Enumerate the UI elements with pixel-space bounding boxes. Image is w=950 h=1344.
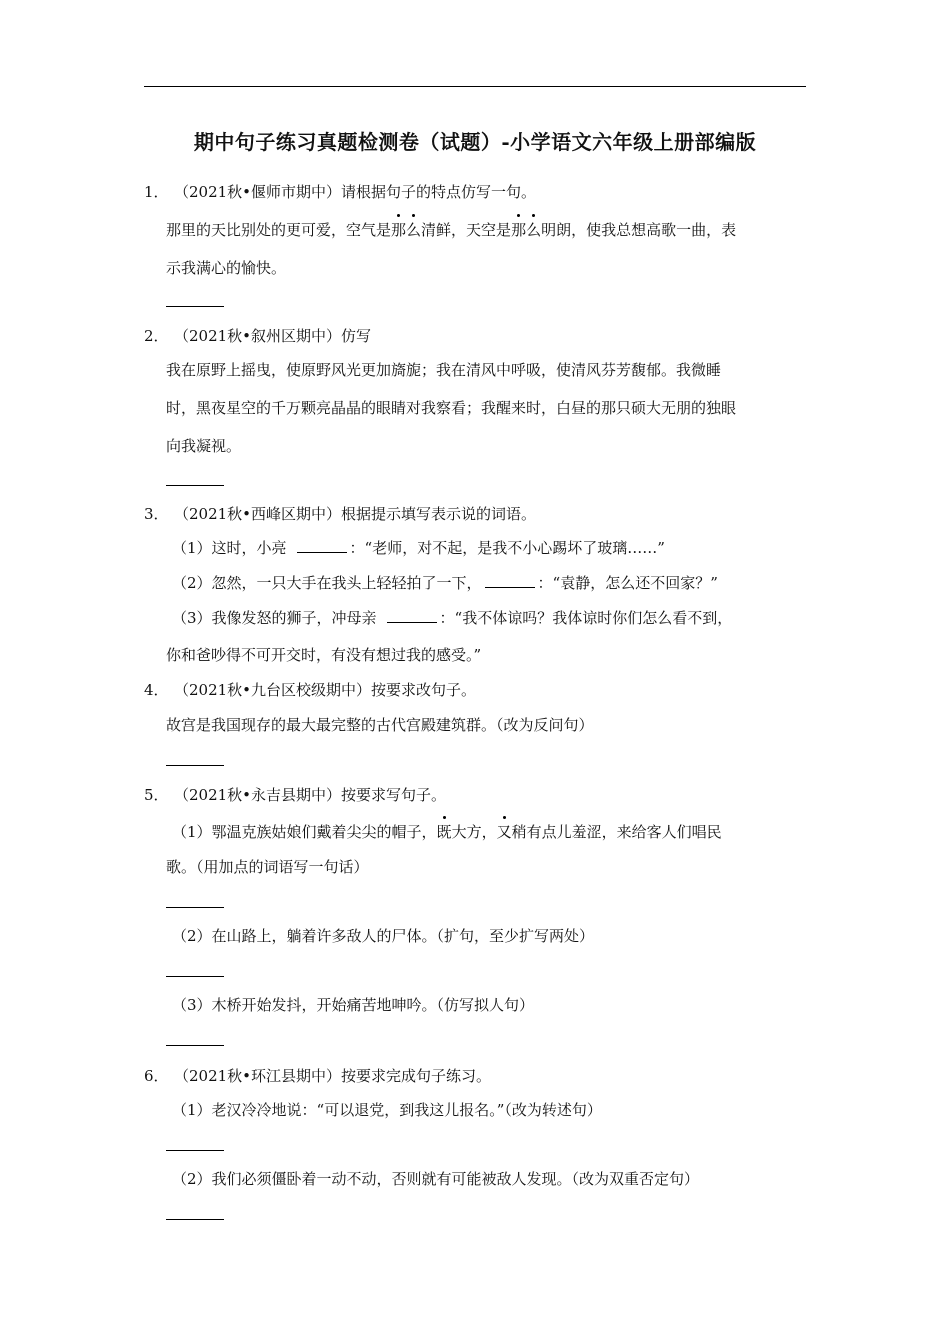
question-3-number: 3． bbox=[144, 505, 169, 523]
answer-line[interactable] bbox=[166, 1150, 224, 1151]
answer-line[interactable] bbox=[166, 907, 224, 908]
answer-line[interactable] bbox=[166, 1219, 224, 1220]
question-6-item-2: （2）我们必须僵卧着一动不动，否则就有可能被敌人发现。（改为双重否定句） bbox=[172, 1170, 700, 1188]
question-2-number: 2． bbox=[144, 327, 169, 345]
question-6-item-1: （1）老汉冷冷地说：“可以退党，到我这儿报名。”（改为转述句） bbox=[172, 1101, 602, 1119]
question-1-text-line-1: 那里的天比别处的更可爱，空气是那么清鲜，天空是那么明朗，使我总想高歌一曲，表 bbox=[166, 221, 737, 239]
answer-line[interactable] bbox=[166, 1045, 224, 1046]
dotted-word: 那么 bbox=[511, 221, 542, 239]
fill-blank[interactable] bbox=[485, 573, 535, 588]
question-3-continuation: 你和爸吵得不可开交时，有没有想过我的感受。” bbox=[166, 646, 482, 664]
fill-blank[interactable] bbox=[387, 608, 437, 623]
question-5-number: 5． bbox=[144, 786, 169, 804]
question-5-item-1-line-2: 歌。（用加点的词语写一句话） bbox=[166, 858, 369, 876]
question-5-item-1: （1）鄂温克族姑娘们戴着尖尖的帽子，既大方，又稍有点儿羞涩，来给客人们唱民 bbox=[172, 823, 722, 841]
question-3-source: （2021秋•西峰区期中）根据提示填写表示说的词语。 bbox=[174, 505, 537, 523]
question-2-text-line-3: 向我凝视。 bbox=[166, 437, 242, 455]
question-4-text: 故宫是我国现存的最大最完整的古代宫殿建筑群。（改为反问句） bbox=[166, 716, 594, 734]
question-6-source: （2021秋•环江县期中）按要求完成句子练习。 bbox=[174, 1067, 492, 1085]
question-3-item-1: （1）这时，小亮 ：“老师，对不起，是我不小心踢坏了玻璃……” bbox=[172, 539, 665, 557]
answer-line[interactable] bbox=[166, 306, 224, 307]
question-2-text-line-2: 时，黑夜星空的千万颗亮晶晶的眼睛对我察看；我醒来时，白昼的那只硕大无朋的独眼 bbox=[166, 399, 737, 417]
dotted-word: 那么 bbox=[391, 221, 422, 239]
dotted-word: 又 bbox=[496, 823, 512, 841]
question-5-item-3: （3）木桥开始发抖，开始痛苦地呻吟。（仿写拟人句） bbox=[172, 996, 535, 1014]
document-title: 期中句子练习真题检测卷（试题）-小学语文六年级上册部编版 bbox=[193, 130, 757, 154]
top-rule bbox=[144, 86, 806, 87]
answer-line[interactable] bbox=[166, 485, 224, 486]
question-1-source: （2021秋•偃师市期中）请根据句子的特点仿写一句。 bbox=[174, 183, 537, 201]
question-6-number: 6． bbox=[144, 1067, 169, 1085]
question-2-source: （2021秋•叙州区期中）仿写 bbox=[174, 327, 372, 345]
question-4-number: 4． bbox=[144, 681, 169, 699]
question-5-item-2: （2）在山路上，躺着许多敌人的尸体。（扩句，至少扩写两处） bbox=[172, 927, 595, 945]
question-5-source: （2021秋•永吉县期中）按要求写句子。 bbox=[174, 786, 447, 804]
question-3-item-2: （2）忽然，一只大手在我头上轻轻拍了一下， ：“袁静，怎么还不回家？” bbox=[172, 574, 718, 592]
fill-blank[interactable] bbox=[297, 538, 347, 553]
answer-line[interactable] bbox=[166, 976, 224, 977]
question-3-item-3: （3）我像发怒的狮子，冲母亲 ：“我不体谅吗？我体谅时你们怎么看不到， bbox=[172, 609, 733, 627]
answer-line[interactable] bbox=[166, 765, 224, 766]
question-1-number: 1． bbox=[144, 183, 169, 201]
question-4-source: （2021秋•九台区校级期中）按要求改句子。 bbox=[174, 681, 477, 699]
dotted-word: 既 bbox=[436, 823, 452, 841]
question-1-text-line-2: 示我满心的愉快。 bbox=[166, 259, 287, 277]
question-2-text-line-1: 我在原野上摇曳，使原野风光更加旖旎；我在清风中呼吸，使清风芬芳馥郁。我微睡 bbox=[166, 361, 722, 379]
